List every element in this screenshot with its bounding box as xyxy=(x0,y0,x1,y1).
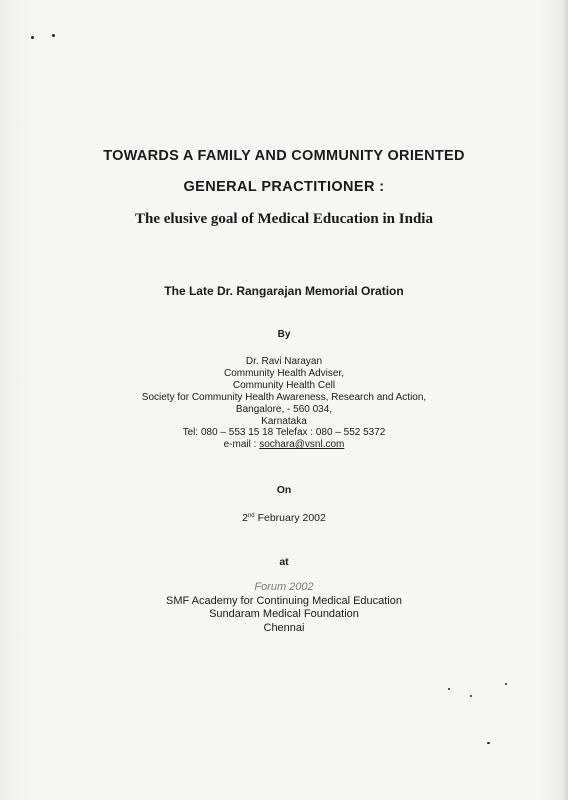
scan-speck xyxy=(505,683,507,685)
scan-speck xyxy=(448,688,450,690)
oration-date xyxy=(0,512,568,524)
document-title-line1: TOWARDS A FAMILY AND COMMUNITY ORIENTED xyxy=(103,148,465,164)
author-org: Community Health Cell xyxy=(232,379,336,391)
author-name: Dr. Ravi Narayan xyxy=(245,356,323,367)
oration-title: The Late Dr. Rangarajan Memorial Oration xyxy=(164,284,404,298)
email-link[interactable]: sochara@vsnl.com xyxy=(259,439,345,451)
scan-speck xyxy=(31,36,34,39)
document-subtitle: The elusive goal of Medical Education in India xyxy=(135,211,433,227)
document-title-line2: GENERAL PRACTITIONER : xyxy=(183,179,385,195)
at-label: at xyxy=(279,556,289,568)
date-suffix: nd xyxy=(247,513,255,519)
author-city: Bangalore, - 560 034, xyxy=(235,403,333,415)
venue-city: Chennai xyxy=(263,621,305,634)
venue-event: Forum 2002 xyxy=(254,581,314,593)
scan-speck xyxy=(470,695,472,697)
author-society: Society for Community Health Awareness, Research and Action, xyxy=(141,391,427,403)
scan-speck xyxy=(487,742,490,744)
venue-academy: SMF Academy for Continuing Medical Education xyxy=(165,594,402,607)
author-phone: Tel: 080 – 553 15 18 Telefax : 080 – 552 5372 xyxy=(182,427,386,439)
author-block xyxy=(0,356,568,451)
on-label: On xyxy=(276,484,292,496)
author-role: Community Health Adviser, xyxy=(223,367,345,379)
scan-speck xyxy=(52,34,55,37)
date-day: 2 xyxy=(242,512,248,524)
author-state: Karnataka xyxy=(261,415,307,427)
author-email-line xyxy=(0,439,568,451)
date-rest: February 2002 xyxy=(254,512,326,524)
email-label: e-mail : xyxy=(223,439,260,451)
venue-foundation: Sundaram Medical Foundation xyxy=(209,608,359,621)
venue-block xyxy=(0,581,568,635)
by-label: By xyxy=(277,329,291,340)
